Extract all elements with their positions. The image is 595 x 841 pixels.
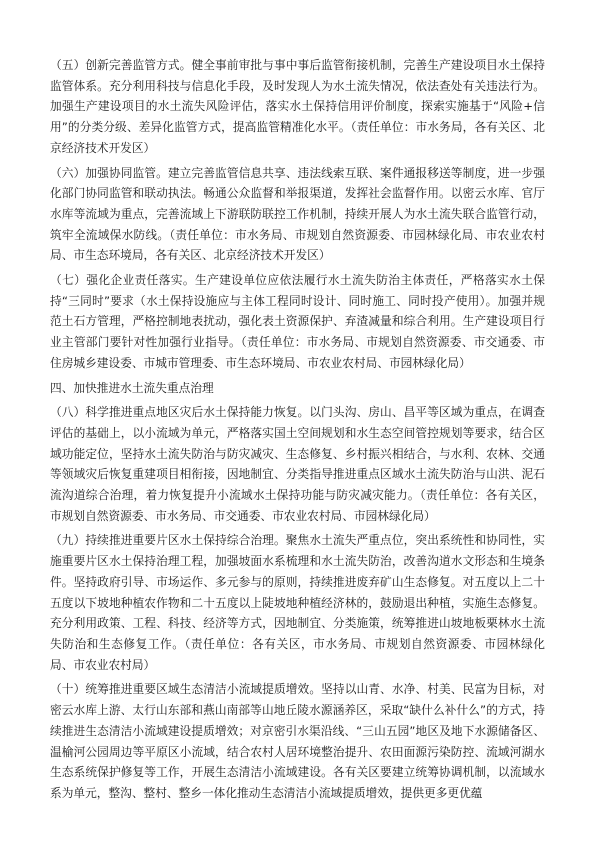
paragraph-9: （九）持续推进重要片区水土保持综合治理。聚焦水土流失严重点位，突出系统性和协同性，实施重要片区水土保持治理工程，加强坡面水系梳理和水土流失防治，改善沟道水文形态和生境条件。坚持政府引导、市场运作、多元参与的原则，持续推进废弃矿山生态修复。对五度以上二十五度以下坡地种植农作物和二十五度以上陡坡地种植经济林的，鼓励退出种植，实施生态修复。充分利用政策、工程、科技、经济等方式，因地制宜、分类施策，统筹推进山坡地板栗林水土流失防治和生态修复工作。（责任单位：各有关区，市水务局、市规划自然资源委、市园林绿化局、市农业农村局） — [50, 533, 545, 672]
paragraph-7: （七）强化企业责任落实。生产建设单位应依法履行水土流失防治主体责任，严格落实水土保持“三同时”要求（水土保持设施应与主体工程同时设计、同时施工、同时投产使用）。加强并规范土石方管理，严格控制地表扰动，强化表土资源保护、弃渣减量和综合利用。生产建设项目行业主管部门要针对性加强行业指导。（责任单位：市水务局、市规划自然资源委、市交通委、市住房城乡建设委、市城市管理委、市生态环境局、市农业农村局、市园林绿化局） — [50, 273, 545, 370]
paragraph-6: （六）加强协同监管。建立完善监管信息共享、违法线索互联、案件通报移送等制度，进一步强化部门协同监管和联动执法。畅通公众监督和举报渠道，发挥社会监督作用。以密云水库、官厅水库等流域为重点，完善流域上下游联防联控工作机制，持续开展人为水土流失联合监管行动，筑牢全流域保水防线。（责任单位：市水务局、市规划自然资源委、市园林绿化局、市农业农村局、市生态环境局，各有关区、北京经济技术开发区） — [50, 165, 545, 263]
section-heading: 四、加快推进水土流失重点治理 — [50, 380, 214, 395]
paragraph-10: （十）统筹推进重要区域生态清洁小流域提质增效。坚持以山青、水净、村美、民富为目标，对密云水库上游、太行山东部和燕山南部等山地丘陵水源涵养区，采取“缺什么补什么”的方式，持续推进生态清洁小流域建设提质增效；对京密引水渠沿线、“三山五园”地区及地下水源储备区、温榆河公园周边等平原区小流域，结合农村人居环境整治提升、农田面源污染防控、流域河湖水生态系统保护修复等工作，开展生态清洁小流域建设。各有关区要建立统筹协调机制，以流域水系为单元，整沟、整村、整乡一体化推动生态清洁小流域提质增效，提供更多更优蕴 — [50, 682, 545, 800]
paragraph-8: （八）科学推进重点地区灾后水土保持能力恢复。以门头沟、房山、昌平等区域为重点，在调查评估的基础上，以小流域为单元，严格落实国土空间规划和水生态空间管控规划等要求，结合区域功能定位，坚持水土流失防治与防灾减灾、生态修复、乡村振兴相结合，与水利、农林、交通等领域灾后恢复重建项目相衔接，因地制宜、分类指导推进重点区域水土流失防治与山洪、泥石流沟道综合治理，着力恢复提升小流域水土保持功能与防灾减灾能力。（责任单位：各有关区，市规划自然资源委、市水务局、市交通委、市农业农村局、市园林绿化局） — [50, 405, 545, 523]
paragraph-5: （五）创新完善监管方式。健全事前审批与事中事后监管衔接机制，完善生产建设项目水土保持监管体系。充分利用科技与信息化手段，及时发现人为水土流失情况，依法查处有关违法行为。加强生产建设项目的水土流失风险评估，落实水土保持信用评价制度，探索实施基于“风险+信用”的分类分级、差异化监管方式，提高监管精准化水平。（责任单位：市水务局，各有关区、北京经济技术开发区） — [50, 58, 545, 155]
document-page — [50, 55, 545, 808]
